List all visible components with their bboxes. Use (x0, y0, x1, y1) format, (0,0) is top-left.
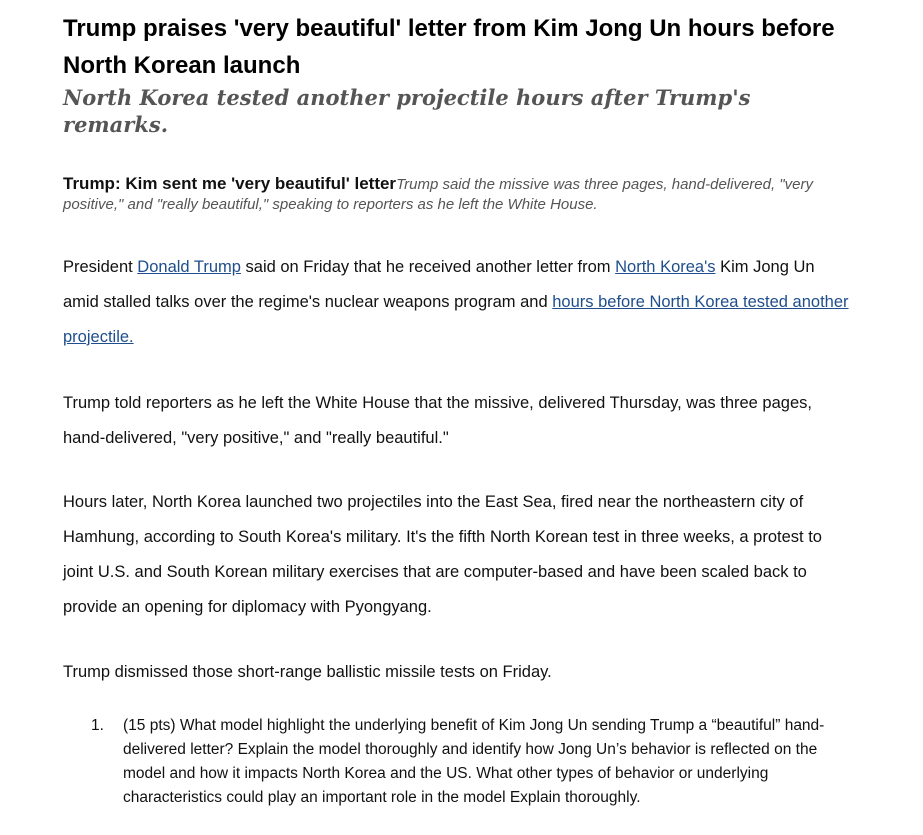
link-projectile-test[interactable]: hours before North Korea tested another projectile. (63, 293, 849, 346)
question-item (91, 714, 851, 810)
video-caption (63, 174, 823, 215)
article-headline: Trump praises 'very beautiful' letter from Kim Jong Un hours before North Korean launch (63, 15, 835, 79)
paragraph-1 (63, 250, 853, 355)
paragraph-2: Trump told reporters as he left the White House that the missive, delivered Thursday, was three pages, hand-delivered, "very positive," and "really beautiful." (63, 394, 812, 447)
paragraph-3: Hours later, North Korea launched two projectiles into the East Sea, fired near the northeastern city of Hamhung, according to South Korea's military. It's the fifth North Korean test in three weeks, a protest to joint U.S. and South Korean military exercises that are computer-based and have been scaled back to provide an opening for diplomacy with Pyongyang. (63, 493, 822, 616)
paragraph-1-text-a: President (63, 258, 138, 276)
link-north-korea[interactable]: North Korea's (615, 258, 716, 276)
question-text: (15 pts) What model highlight the underlying benefit of Kim Jong Un sending Trump a “beautiful” hand-delivered letter? Explain the model thoroughly and identify how Jong Un’s behavior is reflected on the model and how it impacts North Korea and the US. What other types of behavior or underlying characteristics could play an important role in the model Explain thoroughly. (123, 717, 825, 806)
video-caption-title: Trump: Kim sent me 'very beautiful' letter (63, 174, 397, 193)
paragraph-1-text-c: Kim Jong Un amid stalled talks over the regime's nuclear weapons program and (63, 258, 815, 311)
paragraph-1-text-b: said on Friday that he received another letter from (240, 258, 616, 276)
question-number: 1. (91, 717, 104, 734)
article-subheadline: North Korea tested another projectile hours after Trump's remarks. (63, 85, 751, 137)
paragraph-4: Trump dismissed those short-range ballistic missile tests on Friday. (63, 663, 552, 681)
link-donald-trump[interactable]: Donald Trump (137, 258, 241, 276)
video-caption-description: Trump said the missive was three pages, hand-delivered, "very positive," and "really beautiful," speaking to reporters as he left the White House. (63, 176, 813, 213)
